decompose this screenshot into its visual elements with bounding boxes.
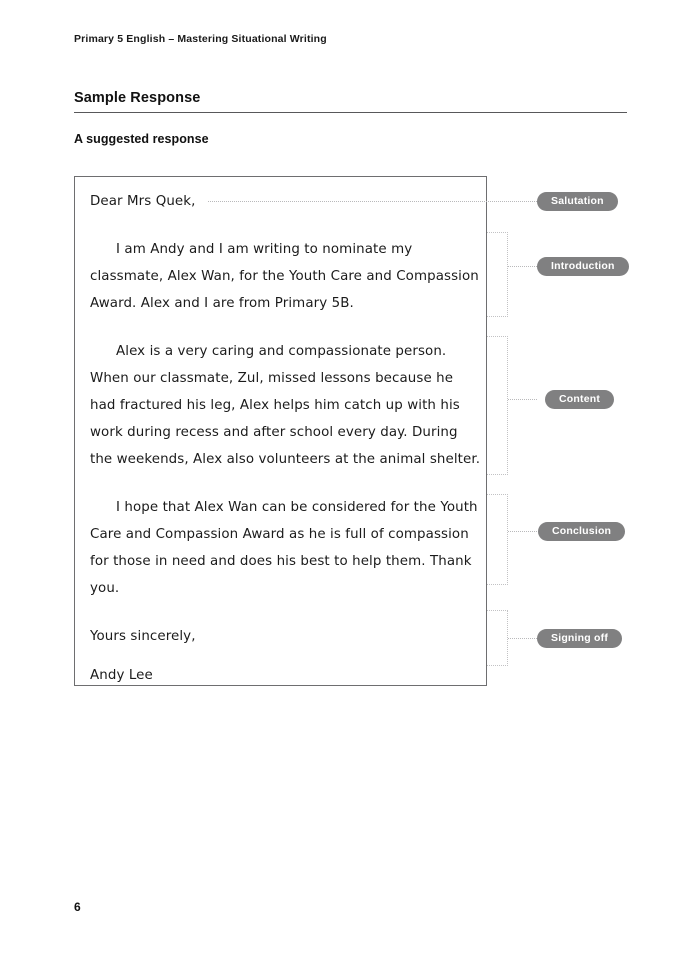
connector-bracket-introduction	[487, 232, 508, 317]
connector-bracket-signing-off	[487, 610, 508, 666]
annotation-badge-content: Content	[545, 390, 614, 409]
letter-salutation: Dear Mrs Quek,	[90, 194, 196, 209]
connector-stem-signing-off	[508, 638, 537, 639]
letter-introduction: I am Andy and I am writing to nominate my classmate, Alex Wan, for the Youth Care and Compassion Award. Alex and I are from Primary 5B.	[90, 242, 479, 311]
connector-bracket-conclusion	[487, 494, 508, 585]
letter-conclusion: I hope that Alex Wan can be considered for the Youth Care and Compassion Award as he is full of compassion for those in need and does his best to help them. Thank you.	[90, 500, 478, 596]
annotation-badge-conclusion: Conclusion	[538, 522, 625, 541]
running-header: Primary 5 English – Mastering Situational Writing	[74, 33, 327, 45]
page-number: 6	[74, 900, 81, 914]
page-title: Sample Response	[74, 90, 201, 106]
letter-content: Alex is a very caring and compassionate person. When our classmate, Zul, missed lessons because he had fractured his leg, Alex helps him catch up with his work during recess and after school every day. During the weekends, Alex also volunteers at the animal shelter.	[90, 344, 481, 467]
annotation-badge-signing-off: Signing off	[537, 629, 622, 648]
connector-bracket-content	[487, 336, 508, 475]
sub-heading: A suggested response	[74, 132, 209, 146]
heading-divider	[74, 112, 627, 113]
connector-stem-content	[508, 399, 537, 400]
letter-signature: Andy Lee	[90, 668, 153, 683]
annotation-badge-introduction: Introduction	[537, 257, 629, 276]
letter-body	[90, 188, 482, 689]
connector-stem-conclusion	[508, 531, 537, 532]
letter-closing: Yours sincerely,	[90, 629, 196, 644]
connector-line-salutation	[208, 201, 537, 202]
annotation-badge-salutation: Salutation	[537, 192, 618, 211]
connector-stem-introduction	[508, 266, 537, 267]
